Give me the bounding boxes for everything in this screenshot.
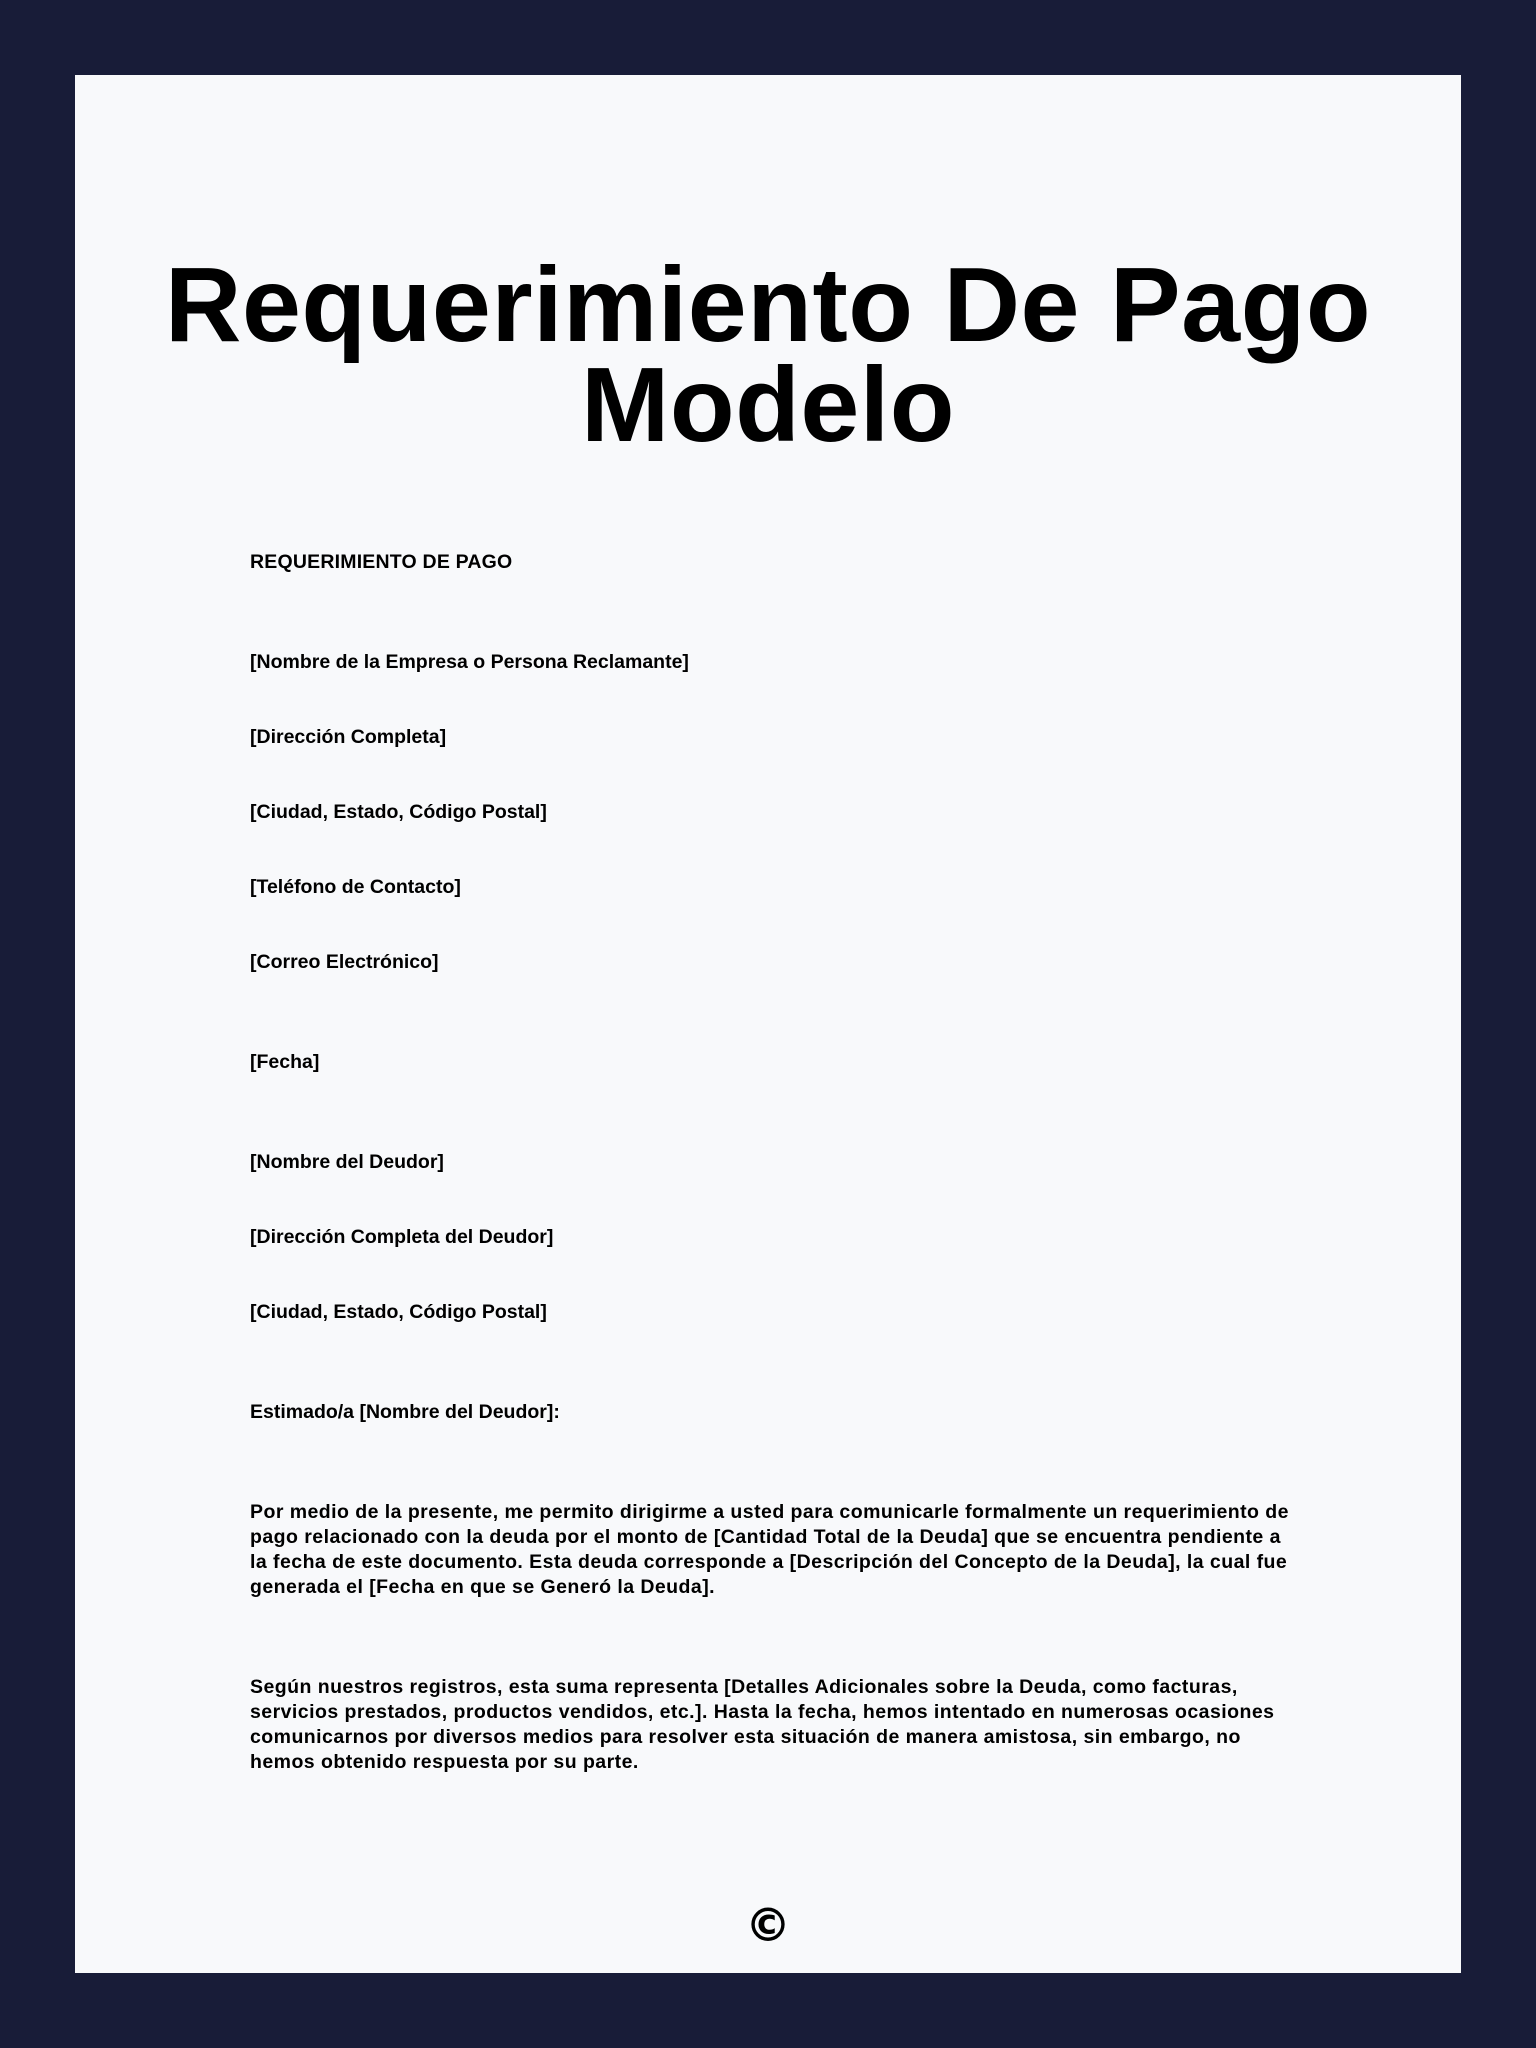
document-title: Requerimiento De Pago Modelo [164, 246, 1372, 464]
letter-heading: REQUERIMIENTO DE PAGO [250, 551, 513, 573]
recipient-city: [Ciudad, Estado, Código Postal] [250, 1301, 547, 1323]
sender-email: [Correo Electrónico] [250, 951, 439, 973]
sender-name: [Nombre de la Empresa o Persona Reclamante] [250, 651, 689, 673]
recipient-name: [Nombre del Deudor] [250, 1151, 444, 1173]
body-paragraph-2: Según nuestros registros, esta suma representa [Detalles Adicionales sobre la Deuda, como facturas, servicios prestados, productos vendidos, etc.]. Hasta la fecha, hemos intentado en numerosas ocasiones comunicarnos por diversos medios para resolver esta situación de manera amistosa, sin embargo, no hemos obtenido respuesta por su parte. [250, 1676, 1275, 1773]
letter-date: [Fecha] [250, 1051, 320, 1073]
document-page [75, 75, 1461, 1973]
recipient-address: [Dirección Completa del Deudor] [250, 1226, 554, 1248]
copyright-icon: © [745, 1898, 791, 1952]
sender-city: [Ciudad, Estado, Código Postal] [250, 801, 547, 823]
sender-phone: [Teléfono de Contacto] [250, 876, 461, 898]
sender-address: [Dirección Completa] [250, 726, 447, 748]
salutation: Estimado/a [Nombre del Deudor]: [250, 1401, 560, 1423]
body-paragraph-1: Por medio de la presente, me permito dirigirme a usted para comunicarle formalmente un requerimiento de pago relacionado con la deuda por el monto de [Cantidad Total de la Deuda] que se encuentra pendiente a la fecha de este documento. Esta deuda corresponde a [Descripción del Concepto de la Deuda], la cual fue generada el [Fecha en que se Generó la Deuda]. [250, 1501, 1289, 1598]
